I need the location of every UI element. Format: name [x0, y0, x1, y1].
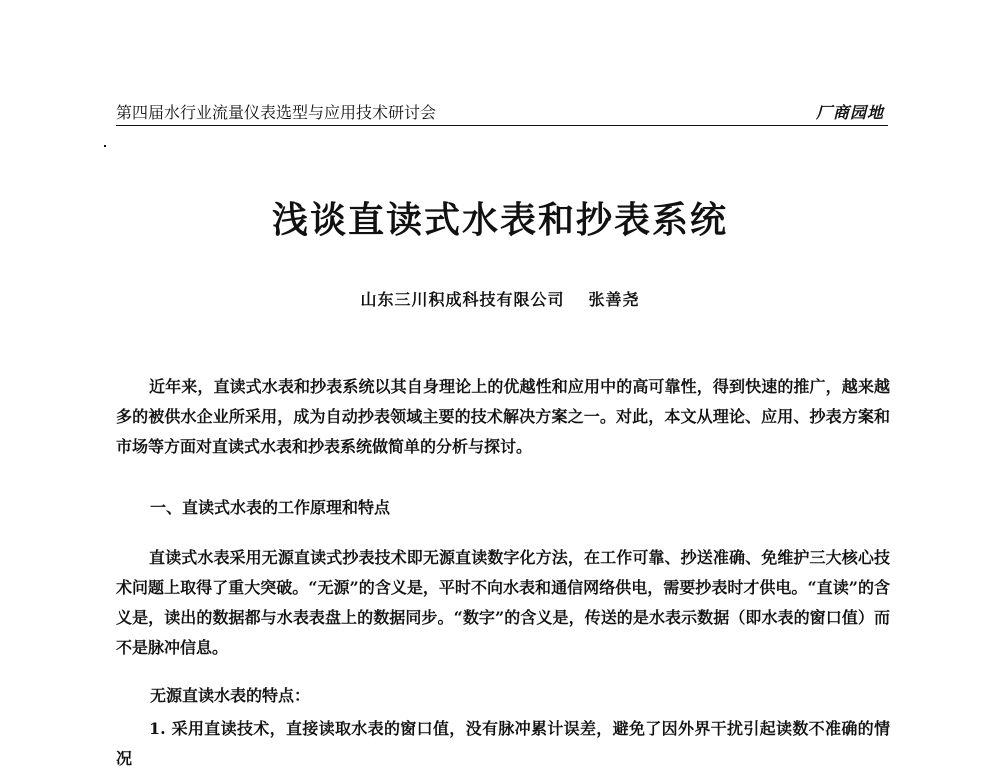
body-paragraph: 直读式水表采用无源直读式抄表技术即无源直读数字化方法，在工作可靠、抄送准确、免维护三大核心技术问题上取得了重大突破。“无源”的含义是，平时不向水表和通信网络供电，需要抄表时才供电。“直读”的含义是，读出的数据都与水表表盘上的数据同步。“数字”的含义是，传送的是水表示数据（即水表的窗口值）而不是脉冲信息。: [116, 548, 890, 657]
conference-name: 第四届水行业流量仪表选型与应用技术研讨会: [116, 103, 437, 122]
section-label: 厂商园地: [815, 103, 884, 122]
features-title: 无源直读水表的特点：: [150, 686, 311, 705]
article-title: 浅谈直读式水表和抄表系统: [271, 200, 728, 241]
author-name: 张善尧: [588, 290, 640, 309]
byline: [0, 287, 1000, 310]
section-heading: 一、直读式水表的工作原理和特点: [150, 498, 391, 517]
scan-speck: [104, 145, 106, 147]
affiliation: 山东三川积成科技有限公司: [360, 290, 565, 309]
running-header: [116, 103, 888, 126]
abstract-paragraph: 近年来，直读式水表和抄表系统以其自身理论上的优越性和应用中的高可靠性，得到快速的推广，越来越多的被供水企业所采用，成为自动抄表领域主要的技术解决方案之一。对此，本文从理论、应用、抄表方案和市场等方面对直读式水表和抄表系统做简单的分析与探讨。: [116, 377, 890, 456]
feature-item: 1. 采用直读技术，直接读取水表的窗口值，没有脉冲累计误差，避免了因外界干扰引起读数不准确的情况: [116, 719, 890, 768]
